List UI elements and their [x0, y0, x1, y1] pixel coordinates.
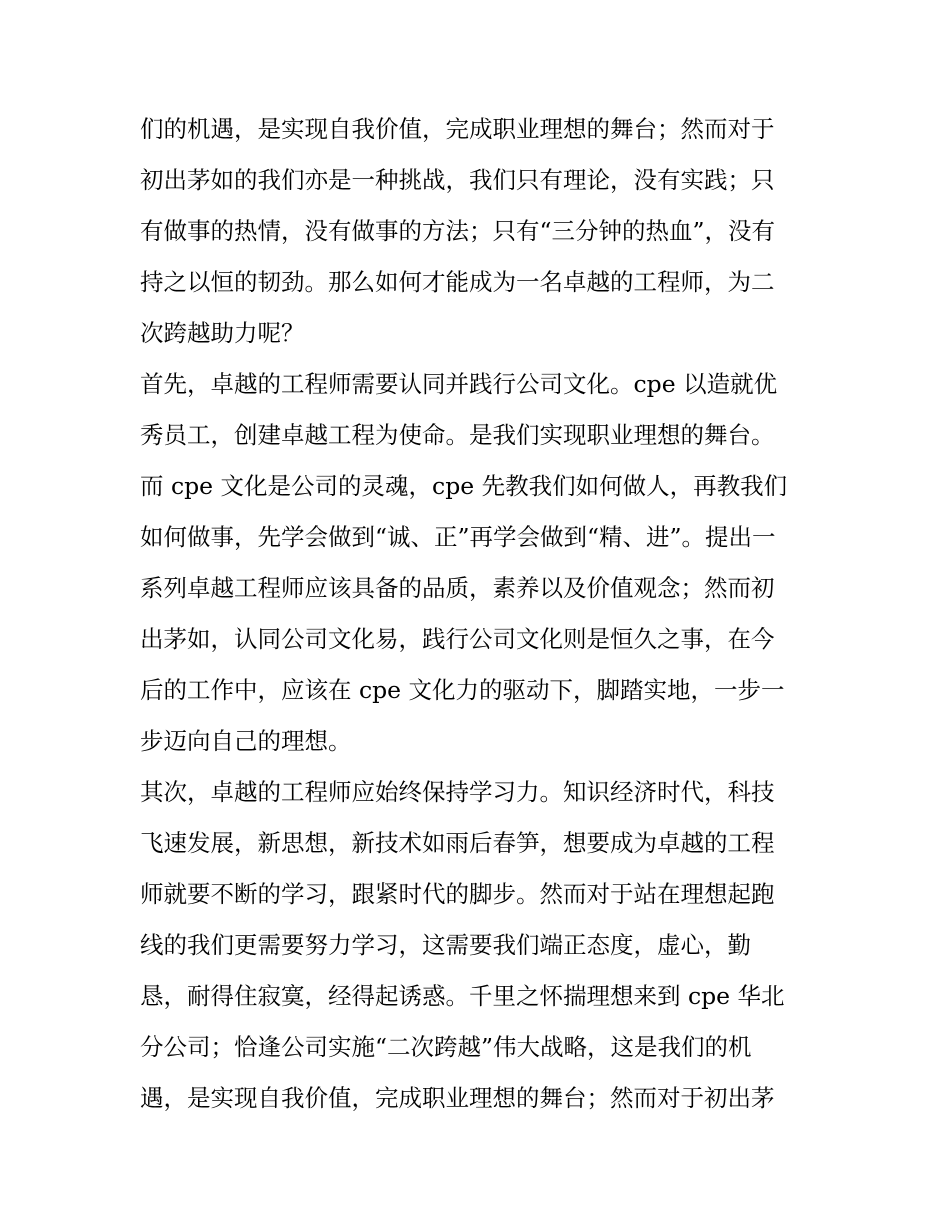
- text-line: 师就要不断的学习，跟紧时代的脚步。然而对于站在理想起跑: [140, 880, 775, 908]
- text-line: 遇，是实现自我价值，完成职业理想的舞台；然而对于初出茅: [140, 1084, 775, 1112]
- text-line: 持之以恒的韧劲。那么如何才能成为一名卓越的工程师，为二: [140, 268, 775, 296]
- text-line: 步迈向自己的理想。: [140, 727, 352, 755]
- text-line: 秀员工，创建卓越工程为使命。是我们实现职业理想的舞台。: [140, 421, 775, 449]
- text-line: 飞速发展，新思想，新技术如雨后春笋，想要成为卓越的工程: [140, 829, 775, 857]
- text-line: 而 cpe 文化是公司的灵魂，cpe 先教我们如何做人，再教我们: [140, 472, 788, 500]
- text-line: 其次，卓越的工程师应始终保持学习力。知识经济时代，科技: [140, 778, 775, 806]
- text-line: 们的机遇，是实现自我价值，完成职业理想的舞台；然而对于: [140, 115, 775, 143]
- text-line: 如何做事，先学会做到“诚、正”再学会做到“精、进”。提出一: [140, 523, 776, 551]
- text-line: 首先，卓越的工程师需要认同并践行公司文化。cpe 以造就优: [140, 370, 778, 398]
- text-line: 次跨越助力呢？: [140, 319, 305, 347]
- text-line: 出茅如，认同公司文化易，践行公司文化则是恒久之事，在今: [140, 625, 775, 653]
- body-text: [140, 104, 820, 1124]
- text-line: 后的工作中，应该在 cpe 文化力的驱动下，脚踏实地，一步一: [140, 676, 785, 704]
- text-line: 有做事的热情，没有做事的方法；只有“三分钟的热血”，没有: [140, 217, 776, 245]
- text-line: 线的我们更需要努力学习，这需要我们端正态度，虚心，勤: [140, 931, 751, 959]
- text-line: 系列卓越工程师应该具备的品质，素养以及价值观念；然而初: [140, 574, 775, 602]
- text-line: 恳，耐得住寂寞，经得起诱惑。千里之怀揣理想来到 cpe 华北: [140, 982, 785, 1010]
- text-line: 分公司；恰逢公司实施“二次跨越”伟大战略，这是我们的机: [140, 1033, 752, 1061]
- text-line: 初出茅如的我们亦是一种挑战，我们只有理论，没有实践；只: [140, 166, 775, 194]
